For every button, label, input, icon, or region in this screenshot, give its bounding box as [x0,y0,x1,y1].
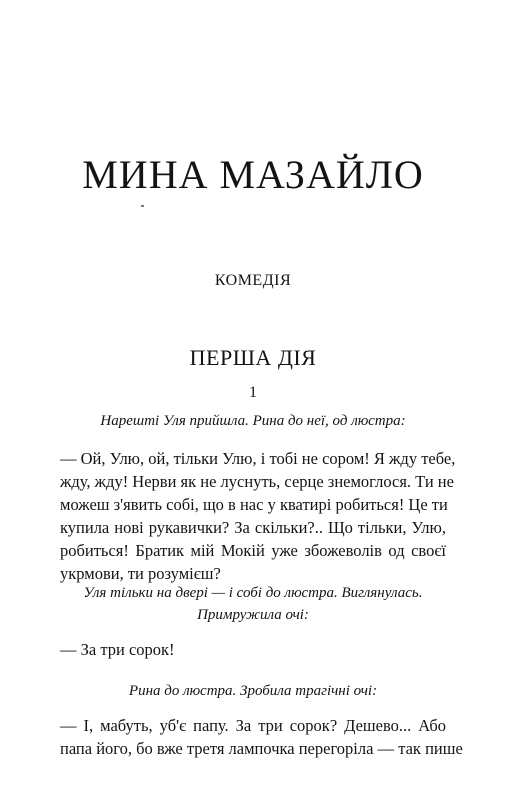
speech-line: можеш з'явить собі, що в нас у кватирі робиться! Це ти [60,495,448,514]
genre-label: КОМЕДІЯ [214,272,292,289]
speech-line: жду, жду! Нерви як не луснуть, серце знемоглося. Ти не [60,472,454,491]
speech-line: — За три сорок! [60,640,175,659]
print-speck [141,205,144,207]
stage-direction-line: Примружила очі: [197,607,309,623]
stage-direction-line: Уля тільки на двері — і собі до люстра. Виглянулась. [83,585,423,601]
speech-line: укрмови, ти розумієш? [60,564,221,583]
speech-paragraph-1 [60,447,456,585]
speech-paragraph-2 [60,638,446,661]
stage-direction-2 [60,582,446,626]
act-heading: ПЕРША ДІЯ [189,345,317,370]
speech-line: купила нові рукавички? За скільки?.. Що тільки, Улю, [60,518,446,537]
speech-line: — І, мабуть, уб'є папу. За три сорок? Дешево... Або [60,716,446,735]
play-title: МИНА МАЗАЙЛО [82,152,424,197]
speech-line: — Ой, Улю, ой, тільки Улю, і тобі не сором! Я жду тебе, [60,449,456,468]
stage-direction-1: Нарешті Уля прийшла. Рина до неї, од люстра: [100,413,406,429]
speech-paragraph-3 [60,714,463,760]
scene-number: 1 [249,384,257,401]
stage-direction-3: Рина до люстра. Зробила трагічні очі: [128,683,378,699]
speech-line: робиться! Братик мій Мокій уже збожеволів од своєї [60,541,446,560]
speech-line: папа його, бо вже третя лампочка перегоріла — так пише [60,739,463,758]
